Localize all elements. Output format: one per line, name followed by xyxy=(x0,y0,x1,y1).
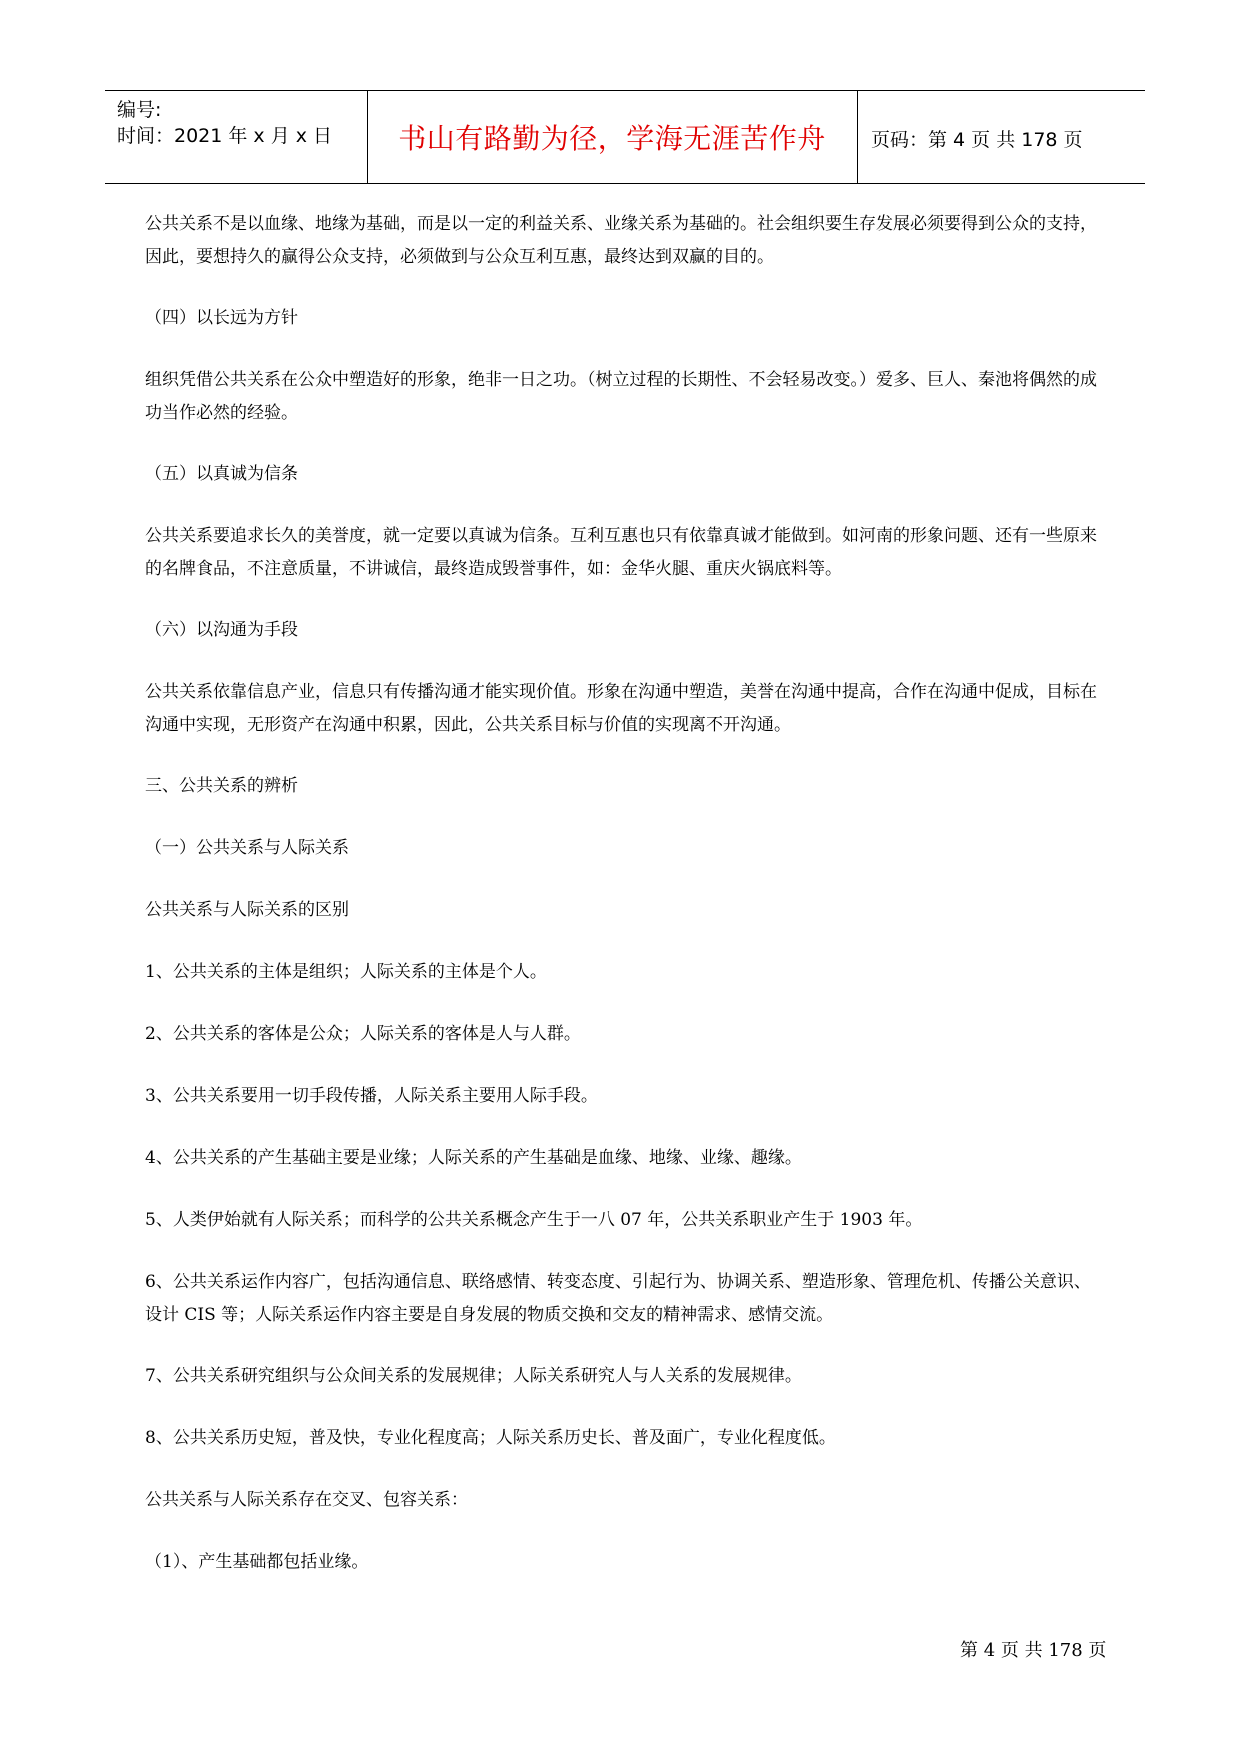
list-item: 5、人类伊始就有人际关系；而科学的公共关系概念产生于一八 07 年，公共关系职业产生于 1903 年。 xyxy=(145,1210,923,1230)
list-item: 4、公共关系的产生基础主要是业缘；人际关系的产生基础是血缘、地缘、业缘、趣缘。 xyxy=(145,1148,802,1168)
document-time-label: 时间：2021 年 x 月 x 日 xyxy=(117,125,333,147)
section-heading: （四）以长远为方针 xyxy=(145,308,298,328)
body-paragraph: 公共关系不是以血缘、地缘为基础，而是以一定的利益关系、业缘关系为基础的。社会组织要生存发展必须要得到公众的支持，因此，要想持久的赢得公众支持，必须做到与公众互利互惠，最终达到双赢的目的。 xyxy=(145,214,1097,267)
section-heading: 三、公共关系的辨析 xyxy=(145,776,298,796)
list-item: （1）、产生基础都包括业缘。 xyxy=(145,1552,369,1572)
header-motto-cell xyxy=(367,91,858,183)
list-item: 3、公共关系要用一切手段传播，人际关系主要用人际手段。 xyxy=(145,1086,598,1106)
list-item: 7、公共关系研究组织与公众间关系的发展规律；人际关系研究人与人关系的发展规律。 xyxy=(145,1366,802,1386)
header-meta-cell xyxy=(105,91,368,183)
document-number-label: 编号: xyxy=(117,99,162,121)
body-paragraph: 公共关系与人际关系存在交叉、包容关系： xyxy=(145,1490,468,1510)
body-paragraph: 组织凭借公共关系在公众中塑造好的形象，绝非一日之功。（树立过程的长期性、不会轻易改变。）爱多、巨人、秦池将偶然的成功当作必然的经验。 xyxy=(145,370,1097,423)
page-footer: 第 4 页 共 178 页 xyxy=(960,1640,1107,1661)
header-motto: 书山有路勤为径，学海无涯苦作舟 xyxy=(398,122,826,155)
list-item: 6、公共关系运作内容广，包括沟通信息、联络感情、转变态度、引起行为、协调关系、塑造形象、管理危机、传播公关意识、设计 CIS 等；人际关系运作内容主要是自身发展的物质交换和交友的精神需求、感情交流。 xyxy=(145,1272,1091,1325)
body-paragraph: 公共关系依靠信息产业，信息只有传播沟通才能实现价值。形象在沟通中塑造，美誉在沟通中提高，合作在沟通中促成，目标在沟通中实现，无形资产在沟通中积累，因此，公共关系目标与价值的实现离不开沟通。 xyxy=(145,682,1097,735)
list-item: 8、公共关系历史短，普及快，专业化程度高；人际关系历史长、普及面广，专业化程度低。 xyxy=(145,1428,836,1448)
page-header xyxy=(105,90,1145,184)
body-paragraph: 公共关系与人际关系的区别 xyxy=(145,900,349,920)
section-heading: （五）以真诚为信条 xyxy=(145,464,298,484)
header-page-cell xyxy=(857,91,1145,183)
section-heading: （一）公共关系与人际关系 xyxy=(145,838,349,858)
list-item: 1、公共关系的主体是组织；人际关系的主体是个人。 xyxy=(145,962,547,982)
section-heading: （六）以沟通为手段 xyxy=(145,620,298,640)
body-paragraph: 公共关系要追求长久的美誉度，就一定要以真诚为信条。互利互惠也只有依靠真诚才能做到。如河南的形象问题、还有一些原来的名牌食品，不注意质量，不讲诚信，最终造成毁誉事件，如：金华火腿、重庆火锅底料等。 xyxy=(145,526,1097,579)
list-item: 2、公共关系的客体是公众；人际关系的客体是人与人群。 xyxy=(145,1024,581,1044)
header-page-number: 页码：第 4 页 共 178 页 xyxy=(871,129,1083,151)
